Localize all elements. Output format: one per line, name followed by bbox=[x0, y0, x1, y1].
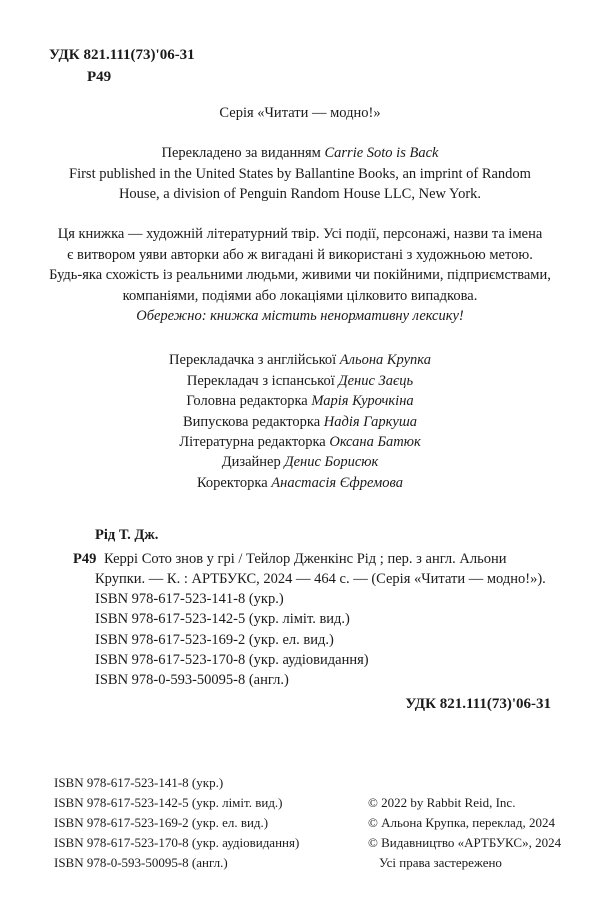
footer-isbn: ISBN 978-617-523-170-8 (укр. аудіовидання) bbox=[54, 835, 300, 850]
catalog-description-2: Крупки. — К. : АРТБУКС, 2024 — 464 с. — (Серія «Читати — модно!»). bbox=[95, 571, 546, 587]
publisher-line: House, a division of Penguin Random House LLC, New York. bbox=[118, 186, 482, 202]
copyright-line: © Альона Крупка, переклад, 2024 bbox=[368, 815, 555, 830]
disclaimer-line-1: Ця книжка — художній літературний твір. Усі події, персонажі, назви та імена bbox=[57, 226, 543, 242]
credit-role: Головна редакторка bbox=[186, 393, 312, 409]
original-title: Carrie Soto is Back bbox=[324, 145, 439, 161]
credit-line bbox=[0, 391, 600, 411]
credit-name: Надія Гаркуша bbox=[323, 414, 418, 430]
catalog-isbn: ISBN 978-617-523-169-2 (укр. ел. вид.) bbox=[95, 632, 334, 648]
catalog-isbn: ISBN 978-617-523-141-8 (укр.) bbox=[95, 591, 284, 607]
disclaimer-line-2: є витвором уяви авторки або ж вигадані й використані з художньою метою. bbox=[67, 247, 533, 263]
disclaimer-line-3: Будь-яка схожість із реальними людьми, живими чи покійними, підприємствами, bbox=[49, 267, 551, 283]
top-code: Р49 bbox=[87, 69, 112, 85]
catalog-isbn: ISBN 978-617-523-142-5 (укр. ліміт. вид.) bbox=[95, 611, 350, 627]
credit-line bbox=[0, 350, 600, 370]
translation-source bbox=[0, 143, 600, 163]
footer-isbn: ISBN 978-617-523-169-2 (укр. ел. вид.) bbox=[54, 815, 269, 830]
credit-line bbox=[0, 473, 600, 493]
profanity-warning: Обережно: книжка містить ненормативну лексику! bbox=[136, 308, 464, 324]
rights-reserved: Усі права застережено bbox=[379, 855, 502, 870]
credit-role: Перекладач з іспанської bbox=[186, 373, 339, 389]
catalog-udk: УДК 821.111(73)'06-31 bbox=[405, 696, 551, 712]
catalog-isbn: ISBN 978-0-593-50095-8 (англ.) bbox=[95, 672, 289, 688]
catalog-code: Р49 bbox=[73, 551, 97, 567]
top-udk: УДК 821.111(73)'06-31 bbox=[49, 47, 195, 63]
footer-isbn: ISBN 978-617-523-142-5 (укр. ліміт. вид.) bbox=[54, 795, 283, 810]
credit-name: Марія Курочкіна bbox=[311, 393, 414, 409]
footer-isbn: ISBN 978-617-523-141-8 (укр.) bbox=[54, 775, 224, 790]
disclaimer-line-4: компаніями, подіями або локаціями цілковито випадкова. bbox=[122, 288, 478, 304]
catalog-author: Рід Т. Дж. bbox=[95, 527, 159, 543]
credit-name: Денис Борисюк bbox=[284, 454, 379, 470]
first-published-line: First published in the United States by Ballantine Books, an imprint of Random bbox=[69, 166, 531, 182]
catalog-isbn: ISBN 978-617-523-170-8 (укр. аудіовидання) bbox=[95, 652, 369, 668]
footer-isbn: ISBN 978-0-593-50095-8 (англ.) bbox=[54, 855, 228, 870]
series-line: Серія «Читати — модно!» bbox=[219, 105, 381, 121]
credit-name: Оксана Батюк bbox=[329, 434, 421, 450]
credit-role: Літературна редакторка bbox=[179, 434, 330, 450]
translation-prefix: Перекладено за виданням bbox=[161, 145, 325, 161]
credit-role: Коректорка bbox=[196, 475, 272, 491]
credit-name: Анастасія Єфремова bbox=[271, 475, 403, 491]
credit-line bbox=[0, 432, 600, 452]
copyright-line: © Видавництво «АРТБУКС», 2024 bbox=[368, 835, 562, 850]
credit-role: Дизайнер bbox=[221, 454, 285, 470]
catalog-description-1: Керрі Сото знов у грі / Тейлор Дженкінс Рід ; пер. з англ. Альони bbox=[104, 551, 507, 567]
credit-name: Денис Заєць bbox=[338, 373, 414, 389]
credit-name: Альона Крупка bbox=[339, 352, 431, 368]
credit-line bbox=[0, 452, 600, 472]
credit-line bbox=[0, 371, 600, 391]
copyright-line: © 2022 by Rabbit Reid, Inc. bbox=[368, 795, 516, 810]
credit-line bbox=[0, 412, 600, 432]
credit-role: Випускова редакторка bbox=[182, 414, 324, 430]
credit-role: Перекладачка з англійської bbox=[169, 352, 340, 368]
